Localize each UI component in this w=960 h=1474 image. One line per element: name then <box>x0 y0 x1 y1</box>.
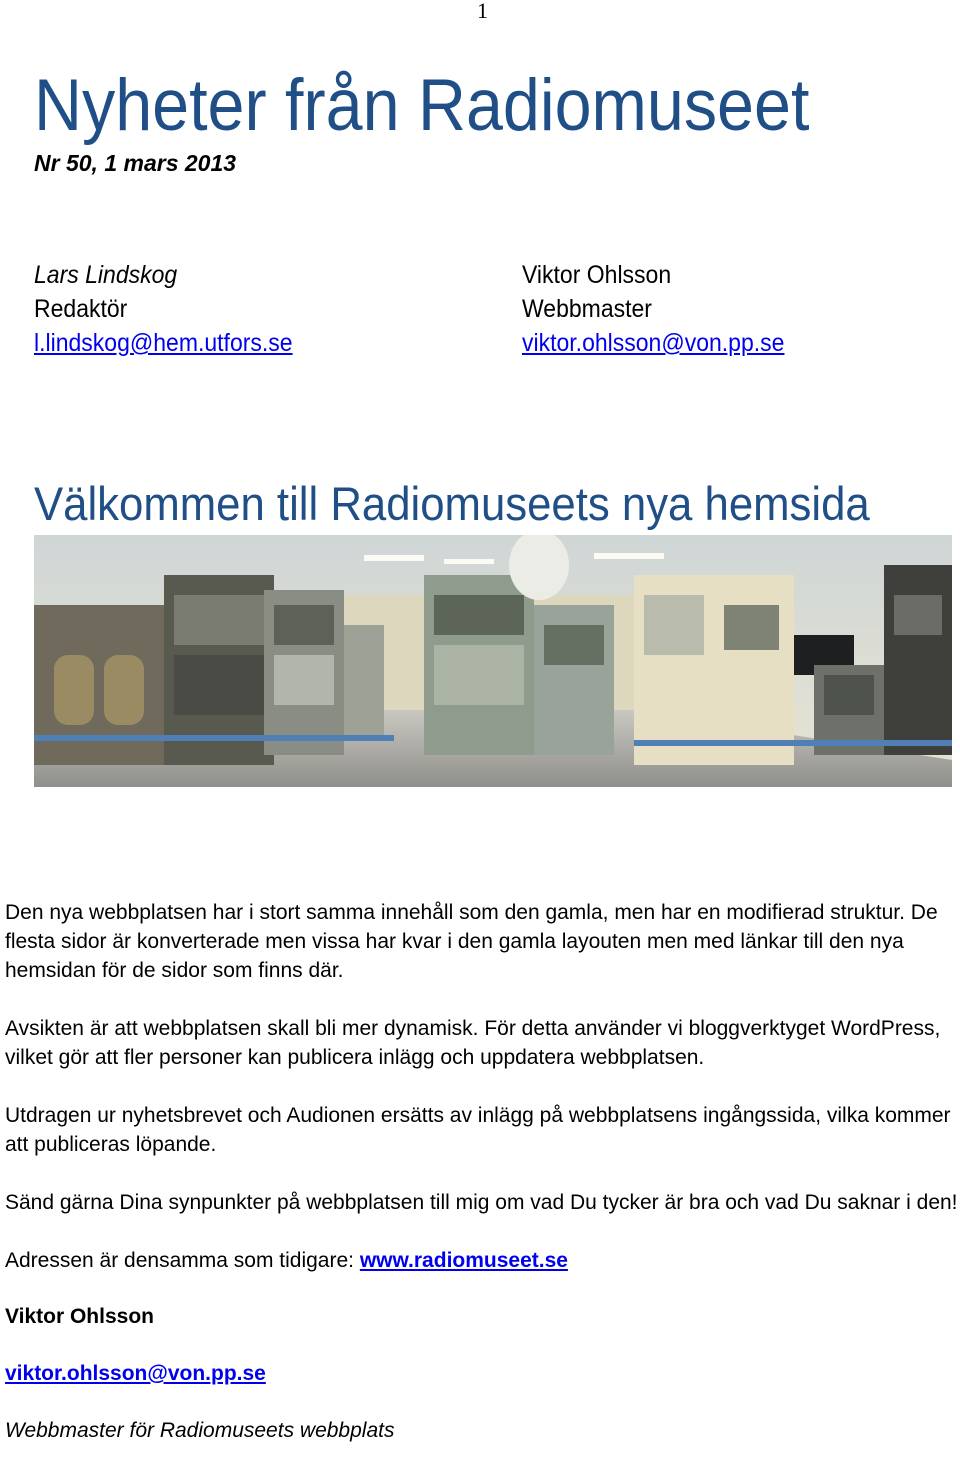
paragraph: Den nya webbplatsen har i stort samma innehåll som den gamla, men har en modifierad struktur. De flesta sidor är konverterade men vissa har kvar i den gamla layouten men med länkar till den nya hemsidan för de sidor som finns där. <box>5 901 938 982</box>
page-number: 1 <box>477 0 488 23</box>
signature-name: Viktor Ohlsson <box>5 1305 154 1328</box>
webmaster-name: Viktor Ohlsson <box>522 261 672 289</box>
webmaster-contact <box>522 258 784 360</box>
signature-role: Webbmaster för Radiomuseets webbplats <box>5 1419 395 1442</box>
museum-panorama-photo <box>34 535 952 787</box>
webmaster-email-link[interactable]: viktor.ohlsson@von.pp.se <box>522 329 785 357</box>
editor-email-link[interactable]: l.lindskog@hem.utfors.se <box>34 329 293 357</box>
editor-contact <box>34 258 293 360</box>
newsletter-title: Nyheter från Radiomuseet <box>34 65 810 146</box>
address-prefix: Adressen är densamma som tidigare: <box>5 1249 360 1272</box>
webmaster-role: Webbmaster <box>522 295 652 323</box>
article-title: Välkommen till Radiomuseets nya hemsida <box>34 477 870 530</box>
issue-line: Nr 50, 1 mars 2013 <box>34 150 237 176</box>
website-link[interactable]: www.radiomuseet.se <box>359 1249 568 1272</box>
signature-email-link[interactable]: viktor.ohlsson@von.pp.se <box>5 1362 266 1385</box>
paragraph: Avsikten är att webbplatsen skall bli mer dynamisk. För detta använder vi bloggverktyget WordPress, vilket gör att fler personer kan publicera inlägg och uppdatera webbplatsen. <box>5 1017 941 1069</box>
paragraph: Utdragen ur nyhetsbrevet och Audionen ersätts av inlägg på webbplatsens ingångssida, vilka kommer att publiceras löpande. <box>5 1104 951 1156</box>
editor-name: Lars Lindskog <box>34 261 178 289</box>
editor-role: Redaktör <box>34 295 128 323</box>
paragraph: Sänd gärna Dina synpunkter på webbplatsen till mig om vad Du tycker är bra och vad Du saknar i den! <box>5 1191 958 1214</box>
address-line <box>5 1246 960 1275</box>
article-body <box>5 898 960 1474</box>
